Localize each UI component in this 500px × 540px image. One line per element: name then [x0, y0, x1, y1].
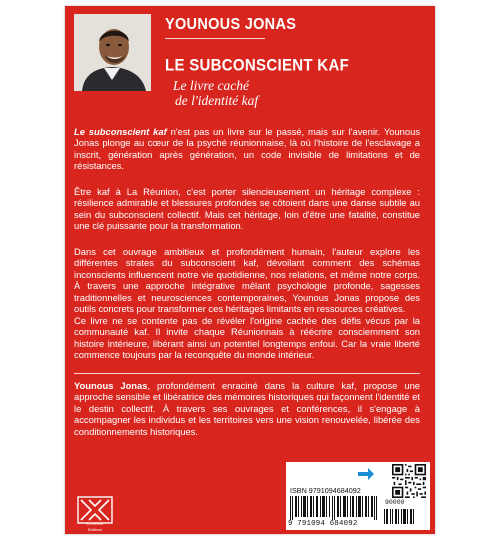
paragraph-approach: Dans cet ouvrage ambitieux et profondément humain, l'auteur explore les différentes strates du subconscient kaf, dévoilant comment des schémas inconscients influencent notre vie quotidienne, nos relations, et même notre corps. À travers une approche intégrative mêlant psychologie profonde, sagesses traditionnelles et neurosciences contemporaines, Younous Jonas propose des outils concrets pour transformer ces héritages limitants en ressources créatives.: [74, 246, 420, 315]
isbn-digits: 9 791094 684092: [288, 520, 358, 528]
author-divider: [165, 38, 265, 39]
barcode-area: [286, 462, 430, 530]
paragraph-invitation: Ce livre ne se contente pas de révéler l'origine cachée des défis vécus par la communauté kaf. Il invite chaque Réunionnais à réécrire consciemment son histoire intérieure, libérant ainsi un potentiel longtemps enfoui. Car la vraie liberté commence toujours par la reconquête du monde intérieur.: [74, 315, 420, 361]
book-title: LE SUBCONSCIENT KAF: [165, 56, 350, 75]
publisher-subtitle: Éditions: [87, 527, 103, 532]
intro-text: n'est pas un livre sur le passé, mais sur l'avenir. Younous Jonas plonge au cœur de la psyché réunionnaise, là où l'histoire de l'esclavage a inscrit, génération après génération, un code invisible de limitations et de résistances.: [74, 126, 421, 172]
intro-lead: Le subconscient kaf: [74, 126, 167, 137]
subtitle-line-1: Le livre caché: [173, 78, 249, 93]
author-name: YOUNOUS JONAS: [165, 16, 297, 34]
price-code: 90000: [385, 499, 405, 506]
paragraph-heritage: Être kaf à La Réunion, c'est porter silencieusement un héritage complexe : résilience admirable et blessures profondes se côtoient dans une danse subtile au sein du subconscient collectif. Mais cet héritage, loin d'être une fatalité, constitue une clé puissante pour la transformation.: [74, 186, 420, 232]
ean-barcode: [290, 496, 378, 520]
author-photo: [74, 14, 151, 91]
bio-divider: [74, 373, 420, 374]
book-subtitle: [173, 78, 258, 108]
publisher-name: KOMSA: [86, 521, 104, 526]
bio-lead: Younous Jonas: [74, 380, 148, 391]
distributor-logo-icon: [356, 466, 376, 484]
author-portrait-image: [74, 14, 151, 91]
qr-code-icon: [392, 464, 426, 498]
subtitle-line-2: de l'identité kaf: [175, 93, 259, 108]
paragraph-intro: [74, 126, 420, 172]
addon-barcode: [384, 509, 414, 524]
isbn-label: ISBN 9791094684092: [290, 486, 361, 495]
bio-text: , profondément enraciné dans la culture kaf, propose une approche sensible et libératrice des mémoires historiques qui façonnent l'identité et le destin collectif. À travers ses ouvrages et conférences, il s'engage à accompagner les individus et les territoires vers une vision renouvelée, libérée des conditionnements historiques.: [74, 380, 420, 437]
author-bio: [74, 380, 420, 437]
book-back-cover: [65, 6, 435, 534]
